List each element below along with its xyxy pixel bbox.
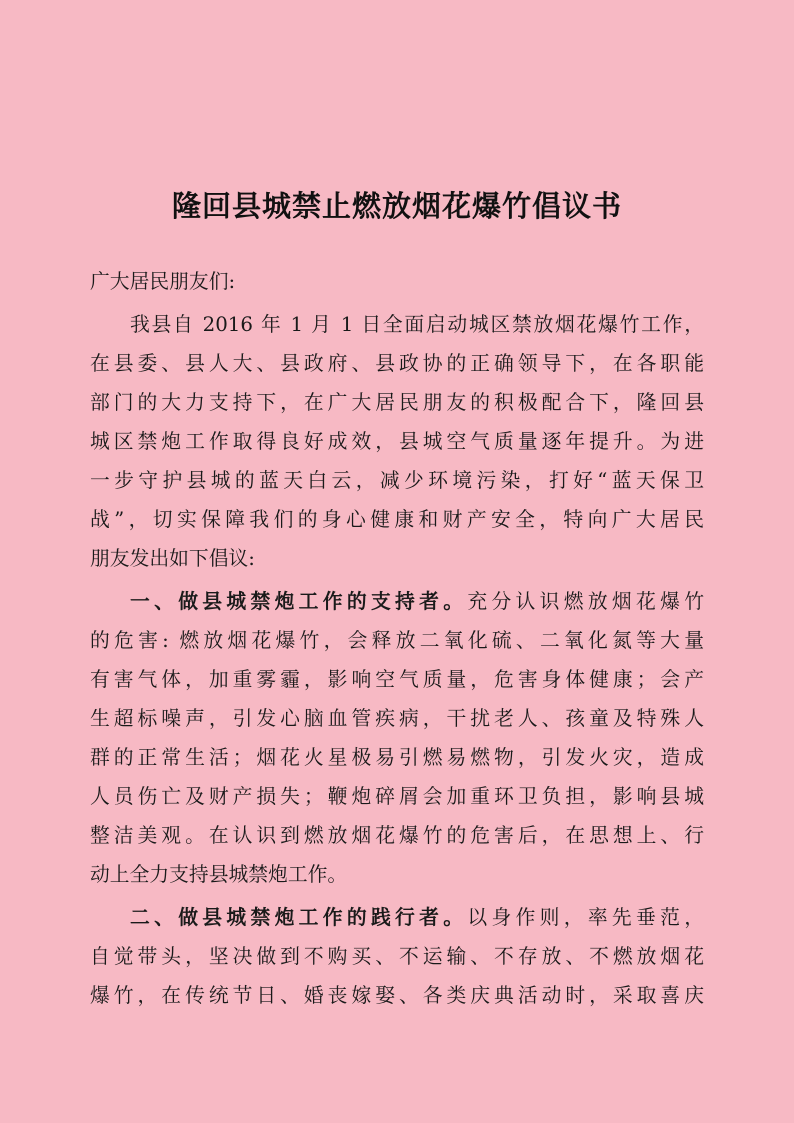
section-1-line: 有害气体，加重雾霾，影响空气质量，危害身体健康；会产 bbox=[90, 668, 704, 691]
intro-line: 我县自 2016 年 1 月 1 日全面启动城区禁放烟花爆竹工作， bbox=[130, 313, 704, 336]
section-1-line: 人员伤亡及财产损失；鞭炮碎屑会加重环卫负担，影响县城 bbox=[90, 785, 704, 808]
section-1-first-text: 充分认识燃放烟花爆竹 bbox=[467, 590, 704, 613]
intro-line: 朋友发出如下倡议: bbox=[90, 547, 255, 570]
section-2-first-line bbox=[90, 898, 704, 937]
section-1-line: 整洁美观。在认识到燃放烟花爆竹的危害后，在思想上、行 bbox=[90, 824, 704, 847]
section-2-first-text: 以身作则，率先垂范， bbox=[467, 906, 704, 929]
document-body bbox=[90, 262, 704, 1015]
section-1-heading: 一、做县城禁炮工作的支持者。 bbox=[130, 590, 468, 613]
section-2-heading: 二、做县城禁炮工作的践行者。 bbox=[130, 906, 468, 929]
section-1-line: 的危害: 燃放烟花爆竹，会释放二氧化硫、二氧化氮等大量 bbox=[90, 629, 704, 652]
section-2-line: 自觉带头，坚决做到不购买、不运输、不存放、不燃放烟花 bbox=[90, 945, 704, 968]
section-1-first-line bbox=[90, 582, 704, 621]
intro-line: 城区禁炮工作取得良好成效，县城空气质量逐年提升。为进 bbox=[90, 430, 704, 453]
document-title: 隆回县城禁止燃放烟花爆竹倡议书 bbox=[171, 189, 622, 223]
greeting: 广大居民朋友们: bbox=[90, 270, 236, 293]
section-1-line: 生超标噪声，引发心脑血管疾病，干扰老人、孩童及特殊人 bbox=[90, 707, 704, 730]
section-1-line: 群的正常生活；烟花火星极易引燃易燃物，引发火灾，造成 bbox=[90, 746, 704, 769]
intro-line: 在县委、县人大、县政府、县政协的正确领导下，在各职能 bbox=[90, 352, 704, 375]
intro-line: 一步守护县城的蓝天白云，减少环境污染，打好“蓝天保卫 bbox=[90, 469, 704, 492]
section-2-line: 爆竹，在传统节日、婚丧嫁娶、各类庆典活动时，采取喜庆 bbox=[90, 984, 704, 1007]
section-1-line: 动上全力支持县城禁炮工作。 bbox=[90, 863, 348, 886]
intro-line: 部门的大力支持下，在广大居民朋友的积极配合下，隆回县 bbox=[90, 391, 704, 414]
intro-line: 战”，切实保障我们的身心健康和财产安全，特向广大居民 bbox=[90, 508, 704, 531]
